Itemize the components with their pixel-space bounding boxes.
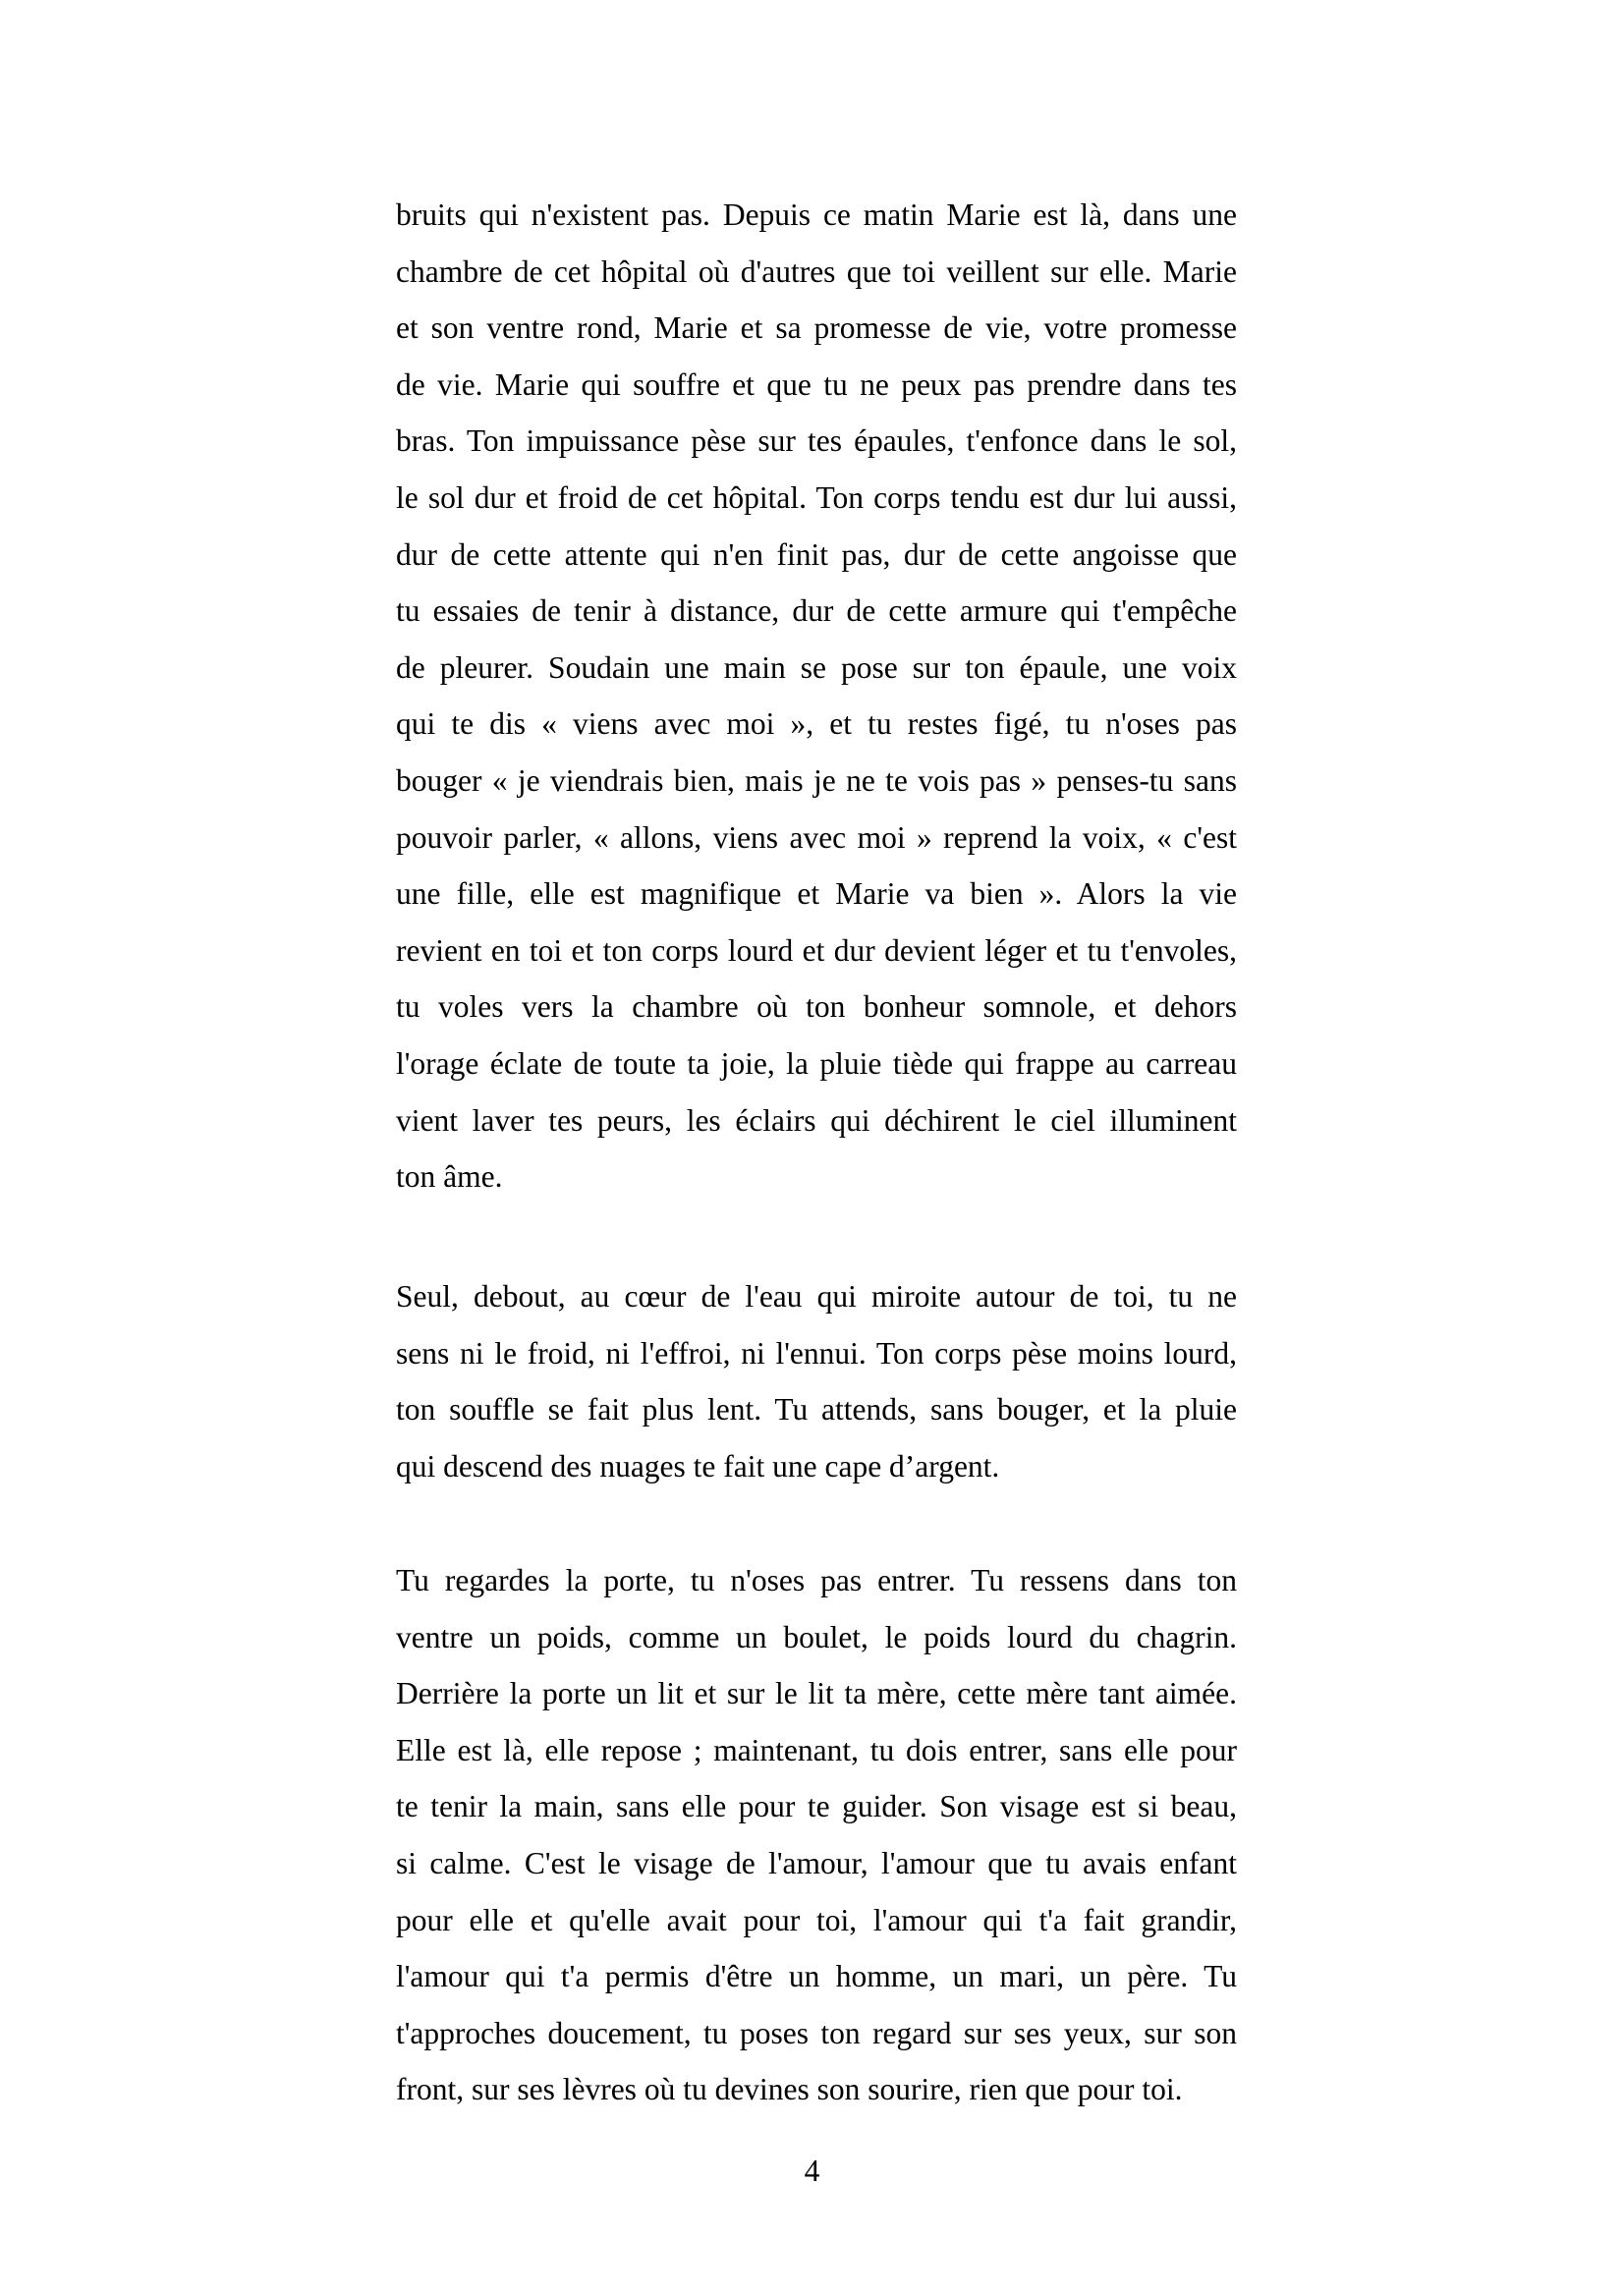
text-line: te tenir la main, sans elle pour te guider. Son visage est si beau, <box>396 1789 1237 1824</box>
text-line: et son ventre rond, Marie et sa promesse de vie, votre promesse <box>396 310 1237 346</box>
text-line: ton souffle se fait plus lent. Tu attends, sans bouger, et la pluie <box>396 1392 1237 1427</box>
text-line: revient en toi et ton corps lourd et dur devient léger et tu t'envoles, <box>396 932 1237 968</box>
text-line: de vie. Marie qui souffre et que tu ne peux pas prendre dans tes <box>396 366 1237 402</box>
text-line: Derrière la porte un lit et sur le lit ta mère, cette mère tant aimée. <box>396 1676 1237 1711</box>
paragraph-1 <box>396 187 1237 1205</box>
text-line: qui descend des nuages te fait une cape d’argent. <box>396 1448 1000 1483</box>
text-line: vient laver tes peurs, les éclairs qui déchirent le ciel illuminent <box>396 1102 1237 1138</box>
text-line: l'amour qui t'a permis d'être un homme, un mari, un père. Tu <box>396 1959 1237 1994</box>
text-line: le sol dur et froid de cet hôpital. Ton corps tendu est dur lui aussi, <box>396 479 1237 515</box>
text-line: t'approches doucement, tu poses ton regard sur ses yeux, sur son <box>396 2015 1237 2050</box>
text-line: Seul, debout, au cœur de l'eau qui miroite autour de toi, tu ne <box>396 1279 1237 1314</box>
text-line: si calme. C'est le visage de l'amour, l'amour que tu avais enfant <box>396 1845 1237 1880</box>
text-line: front, sur ses lèvres où tu devines son sourire, rien que pour toi. <box>396 2072 1183 2107</box>
text-line: tu voles vers la chambre où ton bonheur somnole, et dehors <box>396 989 1237 1025</box>
text-line: tu essaies de tenir à distance, dur de cette armure qui t'empêche <box>396 593 1237 629</box>
text-line: pour elle et qu'elle avait pour toi, l'amour qui t'a fait grandir, <box>396 1902 1237 1937</box>
text-line: sens ni le froid, ni l'effroi, ni l'ennui. Ton corps pèse moins lourd, <box>396 1335 1237 1371</box>
text-line: bouger « je viendrais bien, mais je ne te vois pas » penses-tu sans <box>396 762 1237 798</box>
page-number: 4 <box>804 2154 820 2188</box>
text-line: dur de cette attente qui n'en finit pas, dur de cette angoisse que <box>396 536 1237 572</box>
text-line: bras. Ton impuissance pèse sur tes épaules, t'enfonce dans le sol, <box>396 423 1237 459</box>
paragraph-3 <box>396 1552 1237 2118</box>
text-line: de pleurer. Soudain une main se pose sur ton épaule, une voix <box>396 649 1237 685</box>
text-line: ton âme. <box>396 1159 503 1195</box>
text-line: qui te dis « viens avec moi », et tu restes figé, tu n'oses pas <box>396 706 1237 742</box>
text-line: bruits qui n'existent pas. Depuis ce matin Marie est là, dans une <box>396 197 1237 232</box>
text-line: l'orage éclate de toute ta joie, la pluie tiède qui frappe au carreau <box>396 1045 1237 1081</box>
text-line: ventre un poids, comme un boulet, le poids lourd du chagrin. <box>396 1619 1237 1654</box>
text-line: Elle est là, elle repose ; maintenant, tu dois entrer, sans elle pour <box>396 1732 1237 1767</box>
text-line: pouvoir parler, « allons, viens avec moi » reprend la voix, « c'est <box>396 819 1237 855</box>
text-line: Tu regardes la porte, tu n'oses pas entrer. Tu ressens dans ton <box>396 1563 1237 1597</box>
text-line: chambre de cet hôpital où d'autres que toi veillent sur elle. Marie <box>396 253 1237 289</box>
text-line: une fille, elle est magnifique et Marie va bien ». Alors la vie <box>396 876 1237 912</box>
paragraph-2 <box>396 1268 1237 1494</box>
